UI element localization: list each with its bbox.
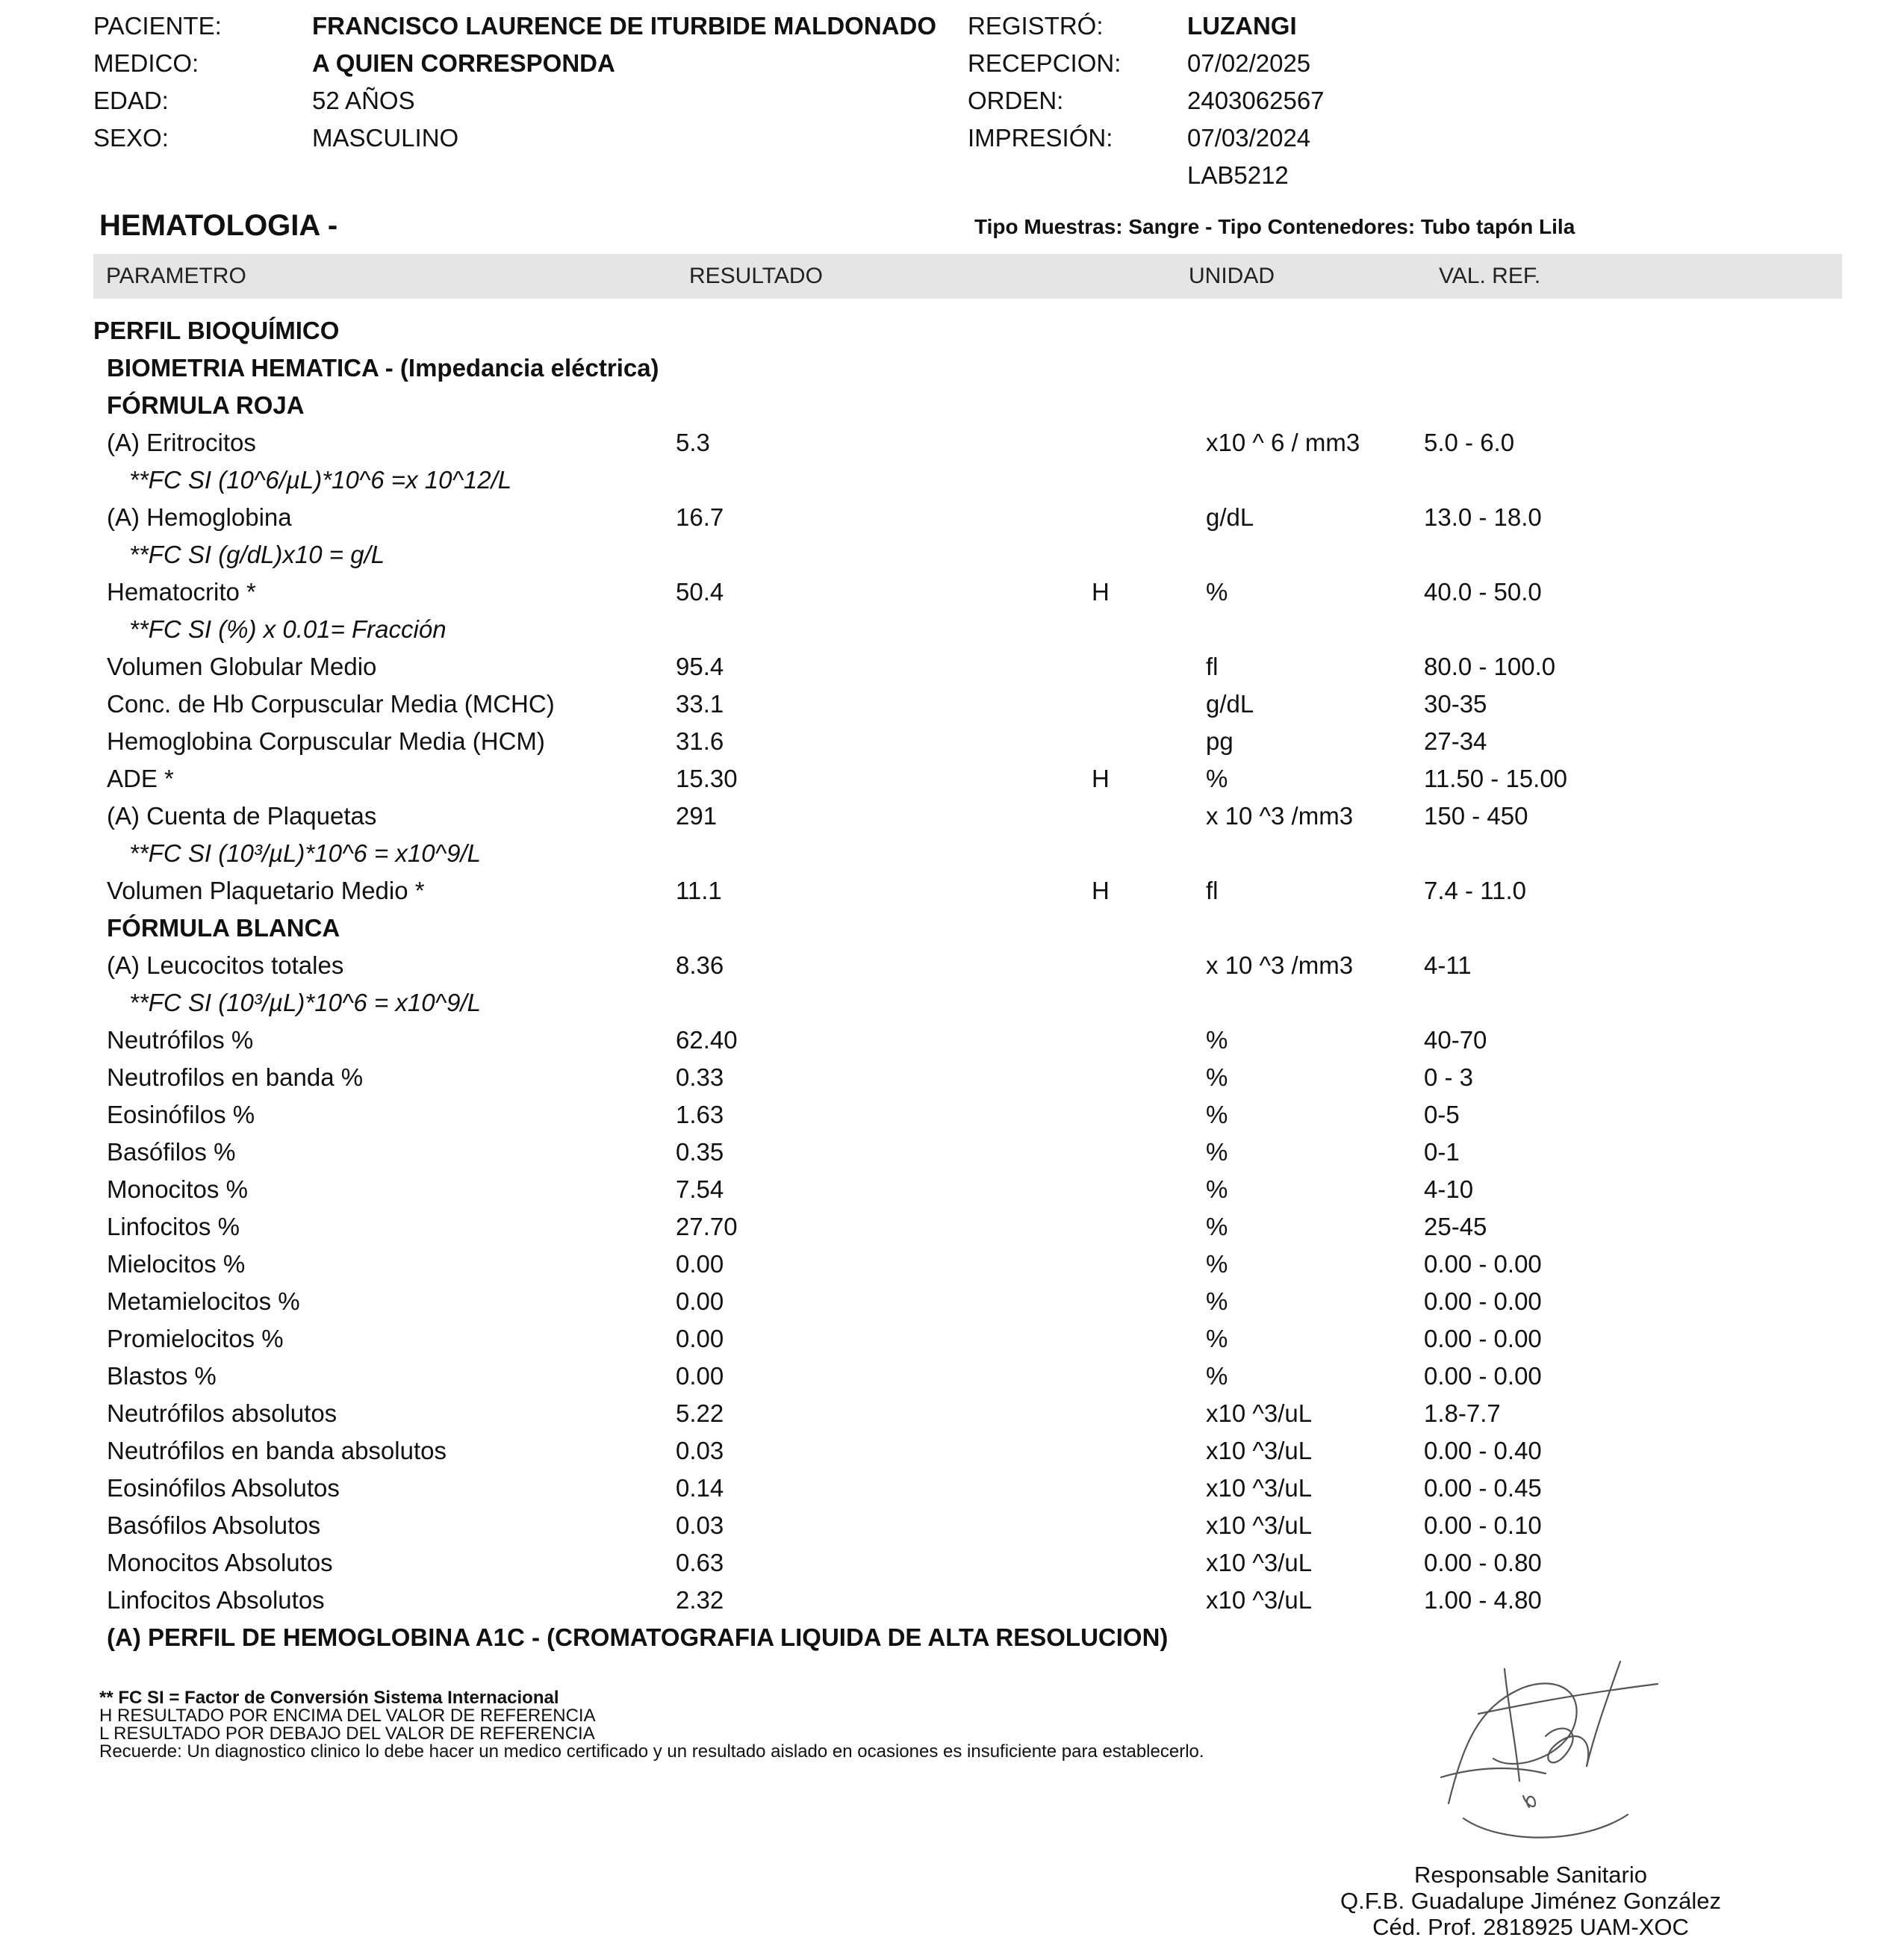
group-heading-label: PERFIL BIOQUÍMICO <box>93 317 340 344</box>
signature-name: Q.F.B. Guadalupe Jiménez González <box>1340 1888 1722 1914</box>
table-row <box>0 648 1904 686</box>
result-value: 27.70 <box>676 1213 738 1240</box>
unit-value: x10 ^ 6 / mm3 <box>1206 429 1360 456</box>
group-heading <box>0 387 1904 424</box>
result-value: 0.63 <box>676 1549 724 1576</box>
result-value: 0.00 <box>676 1362 724 1390</box>
sexo-label: SEXO: <box>93 124 169 152</box>
unit-value: x10 ^3/uL <box>1206 1511 1313 1539</box>
parameter-name: Hematocrito * <box>107 578 256 606</box>
reference-range: 0.00 - 0.10 <box>1424 1511 1542 1539</box>
reference-range: 4-11 <box>1424 951 1472 979</box>
parameter-name: (A) Cuenta de Plaquetas <box>107 802 377 830</box>
parameter-name: Volumen Globular Medio <box>107 653 377 680</box>
col-resultado: RESULTADO <box>689 264 823 288</box>
table-row <box>0 574 1904 611</box>
table-row <box>0 1059 1904 1096</box>
result-value: 0.14 <box>676 1474 724 1502</box>
table-row <box>0 1507 1904 1544</box>
table-row <box>0 424 1904 461</box>
parameter-name: Neutrófilos en banda absolutos <box>107 1437 447 1464</box>
group-heading-label: FÓRMULA BLANCA <box>107 914 340 942</box>
table-row <box>0 1283 1904 1320</box>
result-value: 5.3 <box>676 429 710 456</box>
unit-value: x10 ^3/uL <box>1206 1474 1313 1502</box>
unit-value: % <box>1206 1362 1228 1390</box>
parameter-name: Conc. de Hb Corpuscular Media (MCHC) <box>107 690 555 718</box>
footer-disclaimer: Recuerde: Un diagnostico clinico lo debe hacer un medico certificado y un resultado aislado en ocasiones es insuficiente para establecerlo. <box>99 1741 1204 1762</box>
reference-range: 0.00 - 0.00 <box>1424 1325 1542 1352</box>
column-header-bar <box>93 254 1842 299</box>
reference-range: 0.00 - 0.40 <box>1424 1437 1542 1464</box>
unit-value: pg <box>1206 727 1233 755</box>
conversion-note <box>0 835 1904 872</box>
unit-value: % <box>1206 1175 1228 1203</box>
unit-value: % <box>1206 1250 1228 1278</box>
unit-value: x10 ^3/uL <box>1206 1586 1313 1614</box>
conversion-note <box>0 611 1904 648</box>
col-unidad: UNIDAD <box>1189 264 1275 288</box>
result-value: 16.7 <box>676 503 724 531</box>
table-row <box>0 1395 1904 1432</box>
group-heading-label: FÓRMULA ROJA <box>107 391 305 419</box>
conversion-note-text: **FC SI (10³/µL)*10^6 = x10^9/L <box>129 989 481 1016</box>
group-heading <box>0 1619 1904 1656</box>
parameter-name: Neutrófilos absolutos <box>107 1399 337 1427</box>
result-value: 291 <box>676 802 718 830</box>
parameter-name: Monocitos % <box>107 1175 248 1203</box>
sexo-value: MASCULINO <box>312 124 459 152</box>
unit-value: % <box>1206 1138 1228 1166</box>
parameter-name: Mielocitos % <box>107 1250 246 1278</box>
result-value: 0.00 <box>676 1287 724 1315</box>
table-row <box>0 1208 1904 1246</box>
reference-range: 0.00 - 0.80 <box>1424 1549 1542 1576</box>
result-value: 8.36 <box>676 951 724 979</box>
parameter-name: (A) Leucocitos totales <box>107 951 344 979</box>
parameter-name: Blastos % <box>107 1362 217 1390</box>
recepcion-value: 07/02/2025 <box>1187 49 1311 77</box>
reference-range: 4-10 <box>1424 1175 1474 1203</box>
medico-label: MEDICO: <box>93 49 199 77</box>
conversion-note-text: **FC SI (10³/µL)*10^6 = x10^9/L <box>129 839 481 867</box>
parameter-name: Metamielocitos % <box>107 1287 300 1315</box>
group-heading <box>0 349 1904 387</box>
edad-label: EDAD: <box>93 87 169 114</box>
signature-block <box>1269 1862 1792 1940</box>
conversion-note <box>0 984 1904 1022</box>
result-flag: H <box>1092 877 1110 904</box>
result-value: 0.00 <box>676 1325 724 1352</box>
parameter-name: Eosinófilos % <box>107 1101 255 1128</box>
result-value: 0.35 <box>676 1138 724 1166</box>
table-row <box>0 760 1904 798</box>
table-row <box>0 872 1904 910</box>
result-value: 5.22 <box>676 1399 724 1427</box>
reference-range: 150 - 450 <box>1424 802 1528 830</box>
col-parametro: PARAMETRO <box>106 264 246 288</box>
result-flag: H <box>1092 578 1110 606</box>
table-row <box>0 686 1904 723</box>
reference-range: 13.0 - 18.0 <box>1424 503 1542 531</box>
registro-value: LUZANGI <box>1187 12 1297 40</box>
result-value: 31.6 <box>676 727 724 755</box>
reference-range: 80.0 - 100.0 <box>1424 653 1556 680</box>
lab-code: LAB5212 <box>1187 161 1289 189</box>
unit-value: % <box>1206 1325 1228 1352</box>
impresion-label: IMPRESIÓN: <box>968 124 1113 152</box>
result-value: 33.1 <box>676 690 724 718</box>
parameter-name: Eosinófilos Absolutos <box>107 1474 340 1502</box>
reference-range: 0.00 - 0.00 <box>1424 1287 1542 1315</box>
reference-range: 5.0 - 6.0 <box>1424 429 1515 456</box>
reference-range: 40.0 - 50.0 <box>1424 578 1542 606</box>
result-value: 62.40 <box>676 1026 738 1054</box>
unit-value: % <box>1206 1101 1228 1128</box>
parameter-name: Volumen Plaquetario Medio * <box>107 877 425 904</box>
reference-range: 0 - 3 <box>1424 1063 1474 1091</box>
reference-range: 25-45 <box>1424 1213 1487 1240</box>
table-row <box>0 1022 1904 1059</box>
unit-value: % <box>1206 1063 1228 1091</box>
reference-range: 1.00 - 4.80 <box>1424 1586 1542 1614</box>
recepcion-label: RECEPCION: <box>968 49 1121 77</box>
conversion-note <box>0 536 1904 574</box>
result-value: 0.33 <box>676 1063 724 1091</box>
parameter-name: Promielocitos % <box>107 1325 284 1352</box>
unit-value: % <box>1206 578 1228 606</box>
table-row <box>0 1134 1904 1171</box>
table-row <box>0 798 1904 835</box>
table-row <box>0 499 1904 536</box>
result-value: 2.32 <box>676 1586 724 1614</box>
reference-range: 0-1 <box>1424 1138 1460 1166</box>
result-value: 0.00 <box>676 1250 724 1278</box>
conversion-note-text: **FC SI (g/dL)x10 = g/L <box>129 541 385 568</box>
signature-title: Responsable Sanitario <box>1414 1862 1647 1888</box>
reference-range: 0-5 <box>1424 1101 1460 1128</box>
parameter-name: ADE * <box>107 765 174 792</box>
unit-value: x 10 ^3 /mm3 <box>1206 951 1354 979</box>
paciente-label: PACIENTE: <box>93 12 222 40</box>
unit-value: x10 ^3/uL <box>1206 1399 1313 1427</box>
unit-value: x10 ^3/uL <box>1206 1437 1313 1464</box>
reference-range: 0.00 - 0.45 <box>1424 1474 1542 1502</box>
group-heading-label: BIOMETRIA HEMATICA - (Impedancia eléctrica) <box>107 354 659 382</box>
paciente-value: FRANCISCO LAURENCE DE ITURBIDE MALDONADO <box>312 12 936 40</box>
group-heading <box>0 910 1904 947</box>
result-flag: H <box>1092 765 1110 792</box>
unit-value: x10 ^3/uL <box>1206 1549 1313 1576</box>
unit-value: x 10 ^3 /mm3 <box>1206 802 1354 830</box>
edad-value: 52 AÑOS <box>312 87 415 114</box>
reference-range: 7.4 - 11.0 <box>1424 877 1526 904</box>
table-row <box>0 1171 1904 1208</box>
footer-fcsi-note: ** FC SI = Factor de Conversión Sistema Internacional <box>99 1688 559 1708</box>
unit-value: g/dL <box>1206 503 1254 531</box>
table-row <box>0 1096 1904 1134</box>
conversion-note <box>0 461 1904 499</box>
unit-value: % <box>1206 1213 1228 1240</box>
result-value: 0.03 <box>676 1511 724 1539</box>
signature-image <box>1434 1654 1673 1848</box>
parameter-name: Basófilos Absolutos <box>107 1511 321 1539</box>
col-valref: VAL. REF. <box>1439 264 1541 288</box>
parameter-name: Basófilos % <box>107 1138 236 1166</box>
parameter-name: Hemoglobina Corpuscular Media (HCM) <box>107 727 545 755</box>
result-value: 15.30 <box>676 765 738 792</box>
parameter-name: Linfocitos % <box>107 1213 240 1240</box>
parameter-name: (A) Hemoglobina <box>107 503 292 531</box>
unit-value: % <box>1206 1026 1228 1054</box>
table-row <box>0 1544 1904 1582</box>
section-title: HEMATOLOGIA - <box>99 209 338 242</box>
unit-value: % <box>1206 765 1228 792</box>
reference-range: 30-35 <box>1424 690 1487 718</box>
group-heading <box>0 312 1904 349</box>
unit-value: % <box>1206 1287 1228 1315</box>
footer-l-legend: L RESULTADO POR DEBAJO DEL VALOR DE REFERENCIA <box>99 1723 595 1744</box>
result-value: 11.1 <box>676 877 722 904</box>
medico-value: A QUIEN CORRESPONDA <box>312 49 615 77</box>
group-heading-label: (A) PERFIL DE HEMOGLOBINA A1C - (CROMATOGRAFIA LIQUIDA DE ALTA RESOLUCION) <box>107 1623 1169 1651</box>
registro-label: REGISTRÓ: <box>968 12 1104 40</box>
result-value: 0.03 <box>676 1437 724 1464</box>
result-value: 95.4 <box>676 653 724 680</box>
reference-range: 0.00 - 0.00 <box>1424 1362 1542 1390</box>
unit-value: g/dL <box>1206 690 1254 718</box>
impresion-value: 07/03/2024 <box>1187 124 1311 152</box>
reference-range: 11.50 - 15.00 <box>1424 765 1568 792</box>
table-row <box>0 1470 1904 1507</box>
table-row <box>0 947 1904 984</box>
parameter-name: Monocitos Absolutos <box>107 1549 333 1576</box>
orden-label: ORDEN: <box>968 87 1064 114</box>
table-row <box>0 1320 1904 1358</box>
table-row <box>0 723 1904 760</box>
result-value: 50.4 <box>676 578 724 606</box>
parameter-name: Linfocitos Absolutos <box>107 1586 325 1614</box>
table-row <box>0 1582 1904 1619</box>
table-row <box>0 1358 1904 1395</box>
parameter-name: Neutrófilos % <box>107 1026 254 1054</box>
reference-range: 27-34 <box>1424 727 1487 755</box>
parameter-name: (A) Eritrocitos <box>107 429 256 456</box>
unit-value: fl <box>1206 653 1219 680</box>
table-row <box>0 1432 1904 1470</box>
unit-value: fl <box>1206 877 1219 904</box>
table-row <box>0 1246 1904 1283</box>
reference-range: 0.00 - 0.00 <box>1424 1250 1542 1278</box>
result-value: 7.54 <box>676 1175 724 1203</box>
reference-range: 40-70 <box>1424 1026 1487 1054</box>
conversion-note-text: **FC SI (%) x 0.01= Fracción <box>129 615 447 643</box>
sample-type: Tipo Muestras: Sangre - Tipo Contenedores: Tubo tapón Lila <box>974 215 1575 238</box>
orden-value: 2403062567 <box>1187 87 1325 114</box>
footer-h-legend: H RESULTADO POR ENCIMA DEL VALOR DE REFERENCIA <box>99 1706 596 1726</box>
reference-range: 1.8-7.7 <box>1424 1399 1501 1427</box>
conversion-note-text: **FC SI (10^6/µL)*10^6 =x 10^12/L <box>129 466 512 494</box>
signature-cedula: Céd. Prof. 2818925 UAM-XOC <box>1372 1914 1689 1940</box>
parameter-name: Neutrofilos en banda % <box>107 1063 364 1091</box>
result-value: 1.63 <box>676 1101 724 1128</box>
